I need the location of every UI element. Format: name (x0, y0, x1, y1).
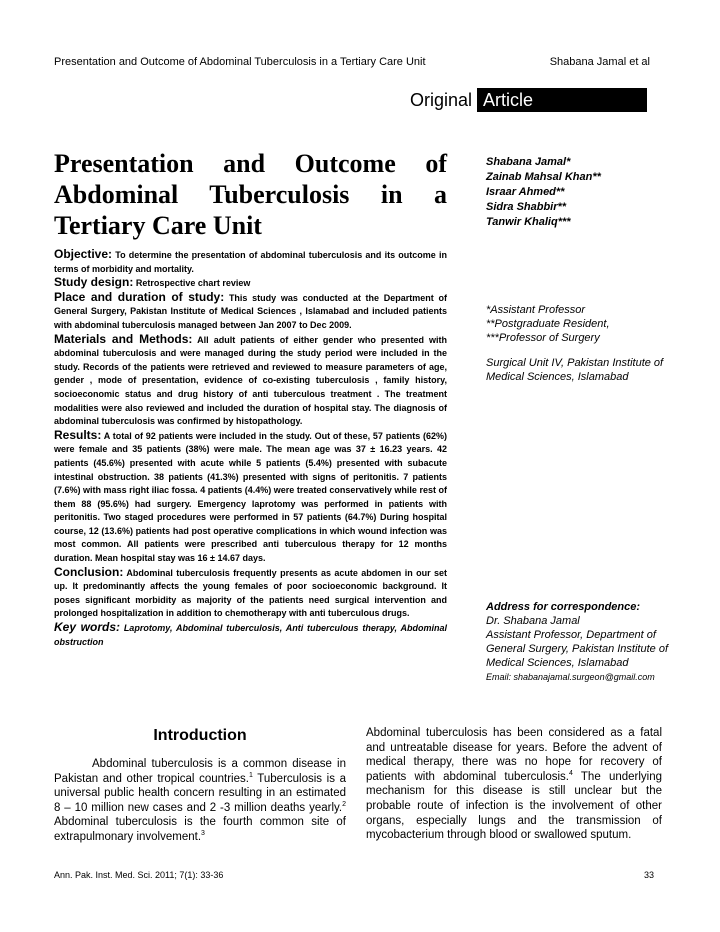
correspondence (486, 600, 676, 684)
page-number: 33 (643, 870, 654, 880)
objective-text: To determine the presentation of abdominal tuberculosis and its outcome in terms of morbidity and mortality. (54, 250, 447, 274)
place-label: Place and duration of study: (54, 289, 225, 304)
author: Sidra Shabbir** (486, 201, 567, 213)
design-label: Study design: (54, 275, 134, 290)
intro-paragraph (54, 757, 346, 845)
methods-label: Materials and Methods: (54, 331, 193, 346)
results-text: A total of 92 patients were included in the study. Out of these, 57 patients (62%) were female and 35 patients (38%) were male. The mean age was 37 ± 16.23 years. 42 patients (45.6%) presented with acute while 5 patients (5.4%) presented with subacute intestinal obstruction. 38 patients (41.3%) presented with signs of peritonitis. 7 patients (7.6%) with mass right iliac fossa. 4 patients (4.4%) were treated conservatively while rest of them 88 (95.6%) had surgery. Emergency laprotomy was performed in patients with peritonitis. Two staged procedures were performed in 57 patients (64.7%) During hospital course, 12 (13.6%) patients had post operative complications in which wound infection was most common. All patients were prescribed anti tuberculous therapy for 12 months duration. Mean hospital stay was 16 ± 14.67 days. (54, 430, 447, 564)
footer-citation: Ann. Pak. Inst. Med. Sci. 2011; 7(1): 33-36 (54, 870, 224, 880)
abstract-conclusion (54, 566, 447, 621)
introduction-left-column (54, 757, 346, 845)
design-text: Retrospective chart review (135, 278, 251, 289)
correspondence-heading: Address for correspondence: (486, 601, 641, 613)
correspondence-email[interactable]: Email: shabanajamal.surgeon@gmail.com (486, 672, 655, 682)
abstract-objective (54, 248, 447, 276)
citation-ref[interactable]: 1 (248, 771, 253, 779)
running-title: Presentation and Outcome of Abdominal Tuberculosis in a Tertiary Care Unit (54, 56, 426, 68)
abstract-methods (54, 333, 447, 429)
citation-ref[interactable]: 3 (201, 830, 205, 838)
affiliation: **Postgraduate Resident, (486, 318, 610, 330)
article-type-banner (410, 88, 647, 112)
author: Israar Ahmed** (486, 186, 565, 198)
introduction-heading: Introduction (153, 727, 247, 744)
article-title (54, 148, 447, 241)
author-list (486, 155, 601, 230)
introduction-right-column (366, 726, 662, 843)
abstract-keywords (54, 621, 447, 649)
author: Shabana Jamal* (486, 156, 571, 168)
article-type-word1: Original (410, 90, 473, 110)
article-type-word2: Article (477, 88, 647, 112)
affiliation: *Assistant Professor (486, 304, 586, 316)
abstract-results (54, 429, 447, 566)
place-text: This study was conducted at the Department of General Surgery, Pakistan Institute of Medical Sciences , Islamabad and included patients with abdominal tuberculosis managed between Jan 2007 to Dec 2009. (54, 292, 447, 330)
keywords-text: Laprotomy, Abdominal tuberculosis, Anti tuberculous therapy, Abdominal obstruction (54, 623, 447, 647)
author: Tanwir Khaliq*** (486, 216, 571, 228)
intro-text: Tuberculosis is a universal public health concern resulting in an estimated 8 – 10 million new cases and 2 -3 million deaths yearly. (54, 772, 346, 814)
keywords-label: Key words: (54, 620, 120, 635)
institution: Surgical Unit IV, Pakistan Institute of Medical Sciences, Islamabad (486, 357, 664, 383)
affiliations (486, 303, 676, 384)
correspondence-name: Dr. Shabana Jamal (486, 615, 580, 627)
running-author: Shabana Jamal et al (549, 56, 650, 68)
abstract-place (54, 291, 447, 333)
citation-ref[interactable]: 4 (569, 769, 573, 777)
author: Zainab Mahsal Khan** (486, 171, 601, 183)
affiliation: ***Professor of Surgery (486, 332, 600, 344)
citation-ref[interactable]: 2 (342, 800, 346, 808)
abstract (54, 248, 447, 649)
intro-text: Abdominal tuberculosis has been considered as a fatal and untreatable disease for years. Before the advent of medical therapy, there was no hope for recovery of patients with abdominal tuberculosis. (366, 727, 662, 783)
conclusion-label: Conclusion: (54, 564, 124, 579)
results-label: Results: (54, 427, 102, 442)
title-line-2: Abdominal Tuberculosis in a (54, 180, 447, 209)
objective-label: Objective: (54, 247, 113, 261)
intro-text: Abdominal tuberculosis is the fourth common site of extrapulmonary involvement. (54, 816, 346, 843)
conclusion-text: Abdominal tuberculosis frequently presents as acute abdomen in our set up. It predominantly affects the young females of poor socioeconomic background. It poses significant morbidity as majority of the patients need surgical intervention and prolonged hospitalization in addition to chemotherapy with anti tuberculous drugs. (54, 567, 447, 619)
title-line-1: Presentation and Outcome of (54, 149, 447, 178)
intro-paragraph (366, 726, 662, 843)
correspondence-address: Assistant Professor, Department of General Surgery, Pakistan Institute of Medical Sciences, Islamabad (486, 629, 668, 669)
intro-text: Abdominal tuberculosis is a common disease in Pakistan and other tropical countries. (54, 758, 346, 785)
title-line-3: Tertiary Care Unit (54, 211, 262, 240)
intro-text: The underlying mechanism for this disease is still unclear but the probable route of infection is the involvement of other organs, especially lungs and the transmission of mycobacterium through blood or swallowed sputum. (366, 770, 663, 842)
methods-text: All adult patients of either gender who presented with abdominal tuberculosis and were managed during the study period were included in the study. Records of the patients were retrieved and reviewed to measure parameters of age, gender , mode of presentation, evidence of co-existing tuberculosis , family history, socioeconomic status and drug history of anti tuberculous treatment . The treatment modalities were also reviewed and included the duration of hospital stay. The diagnosis of abdominal tuberculosis was confirmed by histopathology. (54, 334, 447, 427)
abstract-design (54, 276, 447, 291)
